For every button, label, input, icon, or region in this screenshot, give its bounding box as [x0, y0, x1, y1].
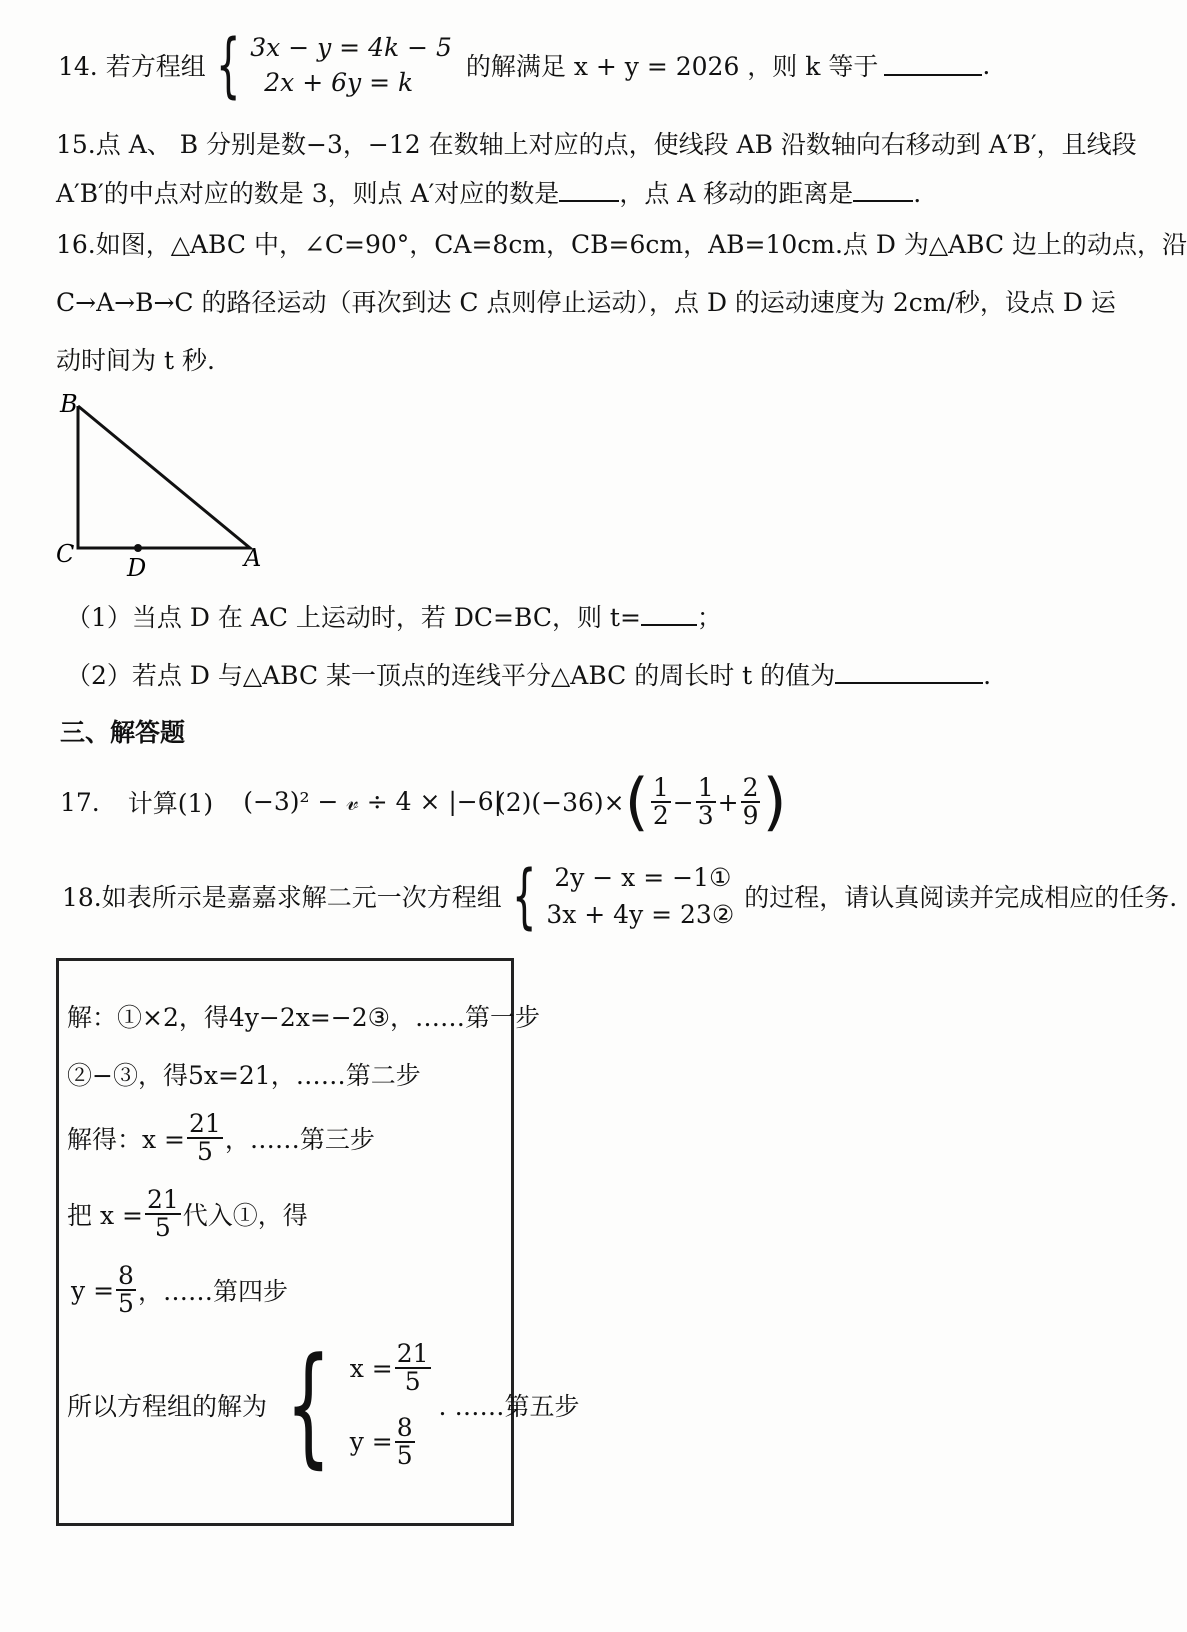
q17-op-1: −	[672, 787, 694, 817]
solution-step-5: 所以方程组的解为 { x = $\frac{21}{5}$ y = $\frac{8}{5}$ . ……第五步	[67, 1329, 580, 1481]
q17-label: 17.	[60, 787, 100, 817]
q17-part1-label: 计算(1)	[127, 789, 214, 818]
q18-suffix: 的过程，请认真阅读并完成相应的任务.	[744, 883, 1178, 912]
triangle-figure	[50, 390, 290, 580]
q16-sub2-text: （2）若点 D 与△ABC 某一顶点的连线平分△ABC 的周长时 t 的值为	[66, 661, 836, 690]
q15-text-c: .	[913, 179, 922, 208]
q15-blank-distance[interactable]	[853, 180, 913, 202]
q16-sub2-blank[interactable]	[835, 662, 983, 684]
q16-sub1-text: （1）当点 D 在 AC 上运动时，若 DC=BC，则 t=	[66, 603, 641, 632]
q14-equation-system: { 3x − y = 4k − 5 2x + 6y = k	[215, 24, 452, 106]
q16-sub-2	[66, 662, 991, 688]
point-d	[134, 544, 142, 552]
q14-prefix: 14. 若方程组	[58, 52, 206, 81]
q17-part-2: (2)(−36)× ( $\frac{1}{2}$ − $\frac{1}{3}$ + $\frac{2}{9}$ )	[496, 765, 787, 838]
q15-blank-a-prime[interactable]	[559, 180, 619, 202]
solution-box	[56, 958, 580, 1526]
q16-line-3: 动时间为 t 秒.	[56, 346, 215, 375]
q14-suffix: 的解满足 x + y = 2026 ，则 k 等于	[465, 52, 879, 81]
triangle-abc	[78, 406, 250, 548]
q14-end: .	[982, 50, 991, 80]
q17-fraction-3: $\frac{2}{9}$	[742, 772, 759, 830]
solution-step-3: 解得：x = $\frac{21}{5}$ ，……第三步	[67, 1109, 375, 1167]
q17-fraction-2: $\frac{1}{3}$	[697, 772, 714, 830]
solution-substitute: 把 x = $\frac{21}{5}$ 代入①，得	[67, 1185, 308, 1243]
label-b: B	[60, 390, 78, 418]
q14-answer-blank[interactable]	[884, 54, 982, 76]
q16-line-2: C→A→B→C 的路径运动（再次到达 C 点则停止运动），点 D 的运动速度为 2cm/秒，设点 D 运	[56, 288, 1116, 317]
label-a: A	[244, 544, 262, 572]
step4-fraction: $\frac{8}{5}$	[118, 1261, 134, 1319]
q17-part2-prefix: (2)(−36)×	[496, 787, 625, 817]
q17-fraction-1: $\frac{1}{2}$	[652, 772, 669, 830]
section-3-title: 三、解答题	[60, 718, 186, 747]
question-18	[62, 855, 1178, 937]
question-14	[58, 24, 991, 106]
question-17	[60, 770, 502, 834]
q18-equation-system: { 2y − x = −1① 3x + 4y = 23②	[511, 855, 735, 937]
q15-line-1: 15.点 A、 B 分别是数−3，−12 在数轴上对应的点，使线段 AB 沿数轴向右移动到 A′B′，且线段	[56, 130, 1137, 159]
solution-step-4: y = $\frac{8}{5}$ ，……第四步	[71, 1261, 288, 1319]
q16-sub1-blank[interactable]	[641, 604, 697, 626]
final-y: y = $\frac{8}{5}$	[349, 1412, 413, 1470]
q15-text-b: ，点 A 移动的距离是	[619, 179, 854, 208]
q15-line-2	[56, 180, 921, 206]
step3-fraction: $\frac{21}{5}$	[189, 1109, 221, 1167]
final-x: x = $\frac{21}{5}$	[349, 1339, 429, 1397]
solution-step-2: ②−③，得5x=21，……第二步	[67, 1061, 421, 1090]
q17-part1-expression: (−3)² − 𝓋 ÷ 4 × |−6|	[243, 787, 503, 816]
q17-op-2: +	[717, 787, 739, 817]
q16-sub1-end: ；	[696, 603, 722, 632]
label-c: C	[56, 540, 75, 568]
substitute-fraction: $\frac{21}{5}$	[146, 1185, 179, 1243]
solution-step-1: 解：①×2，得4y−2x=−2③，……第一步	[67, 1003, 541, 1032]
q15-text-a: A′B′的中点对应的数是 3，则点 A′对应的数是	[56, 179, 560, 208]
q16-line-1: 16.如图，△ABC 中，∠C=90°，CA=8cm，CB=6cm，AB=10cm.点 D 为△ABC 边上的动点，沿	[56, 230, 1187, 259]
q18-prefix: 18.如表所示是嘉嘉求解二元一次方程组	[62, 883, 502, 912]
q18-eq1: 2y − x = −1①	[554, 863, 732, 892]
q16-sub2-end: .	[983, 661, 992, 690]
q14-eq1: 3x − y = 4k − 5	[250, 33, 452, 62]
q18-eq2: 3x + 4y = 23②	[546, 900, 735, 929]
q16-sub-1	[66, 604, 722, 630]
q14-eq2: 2x + 6y = k	[264, 68, 414, 97]
label-d: D	[127, 554, 147, 582]
